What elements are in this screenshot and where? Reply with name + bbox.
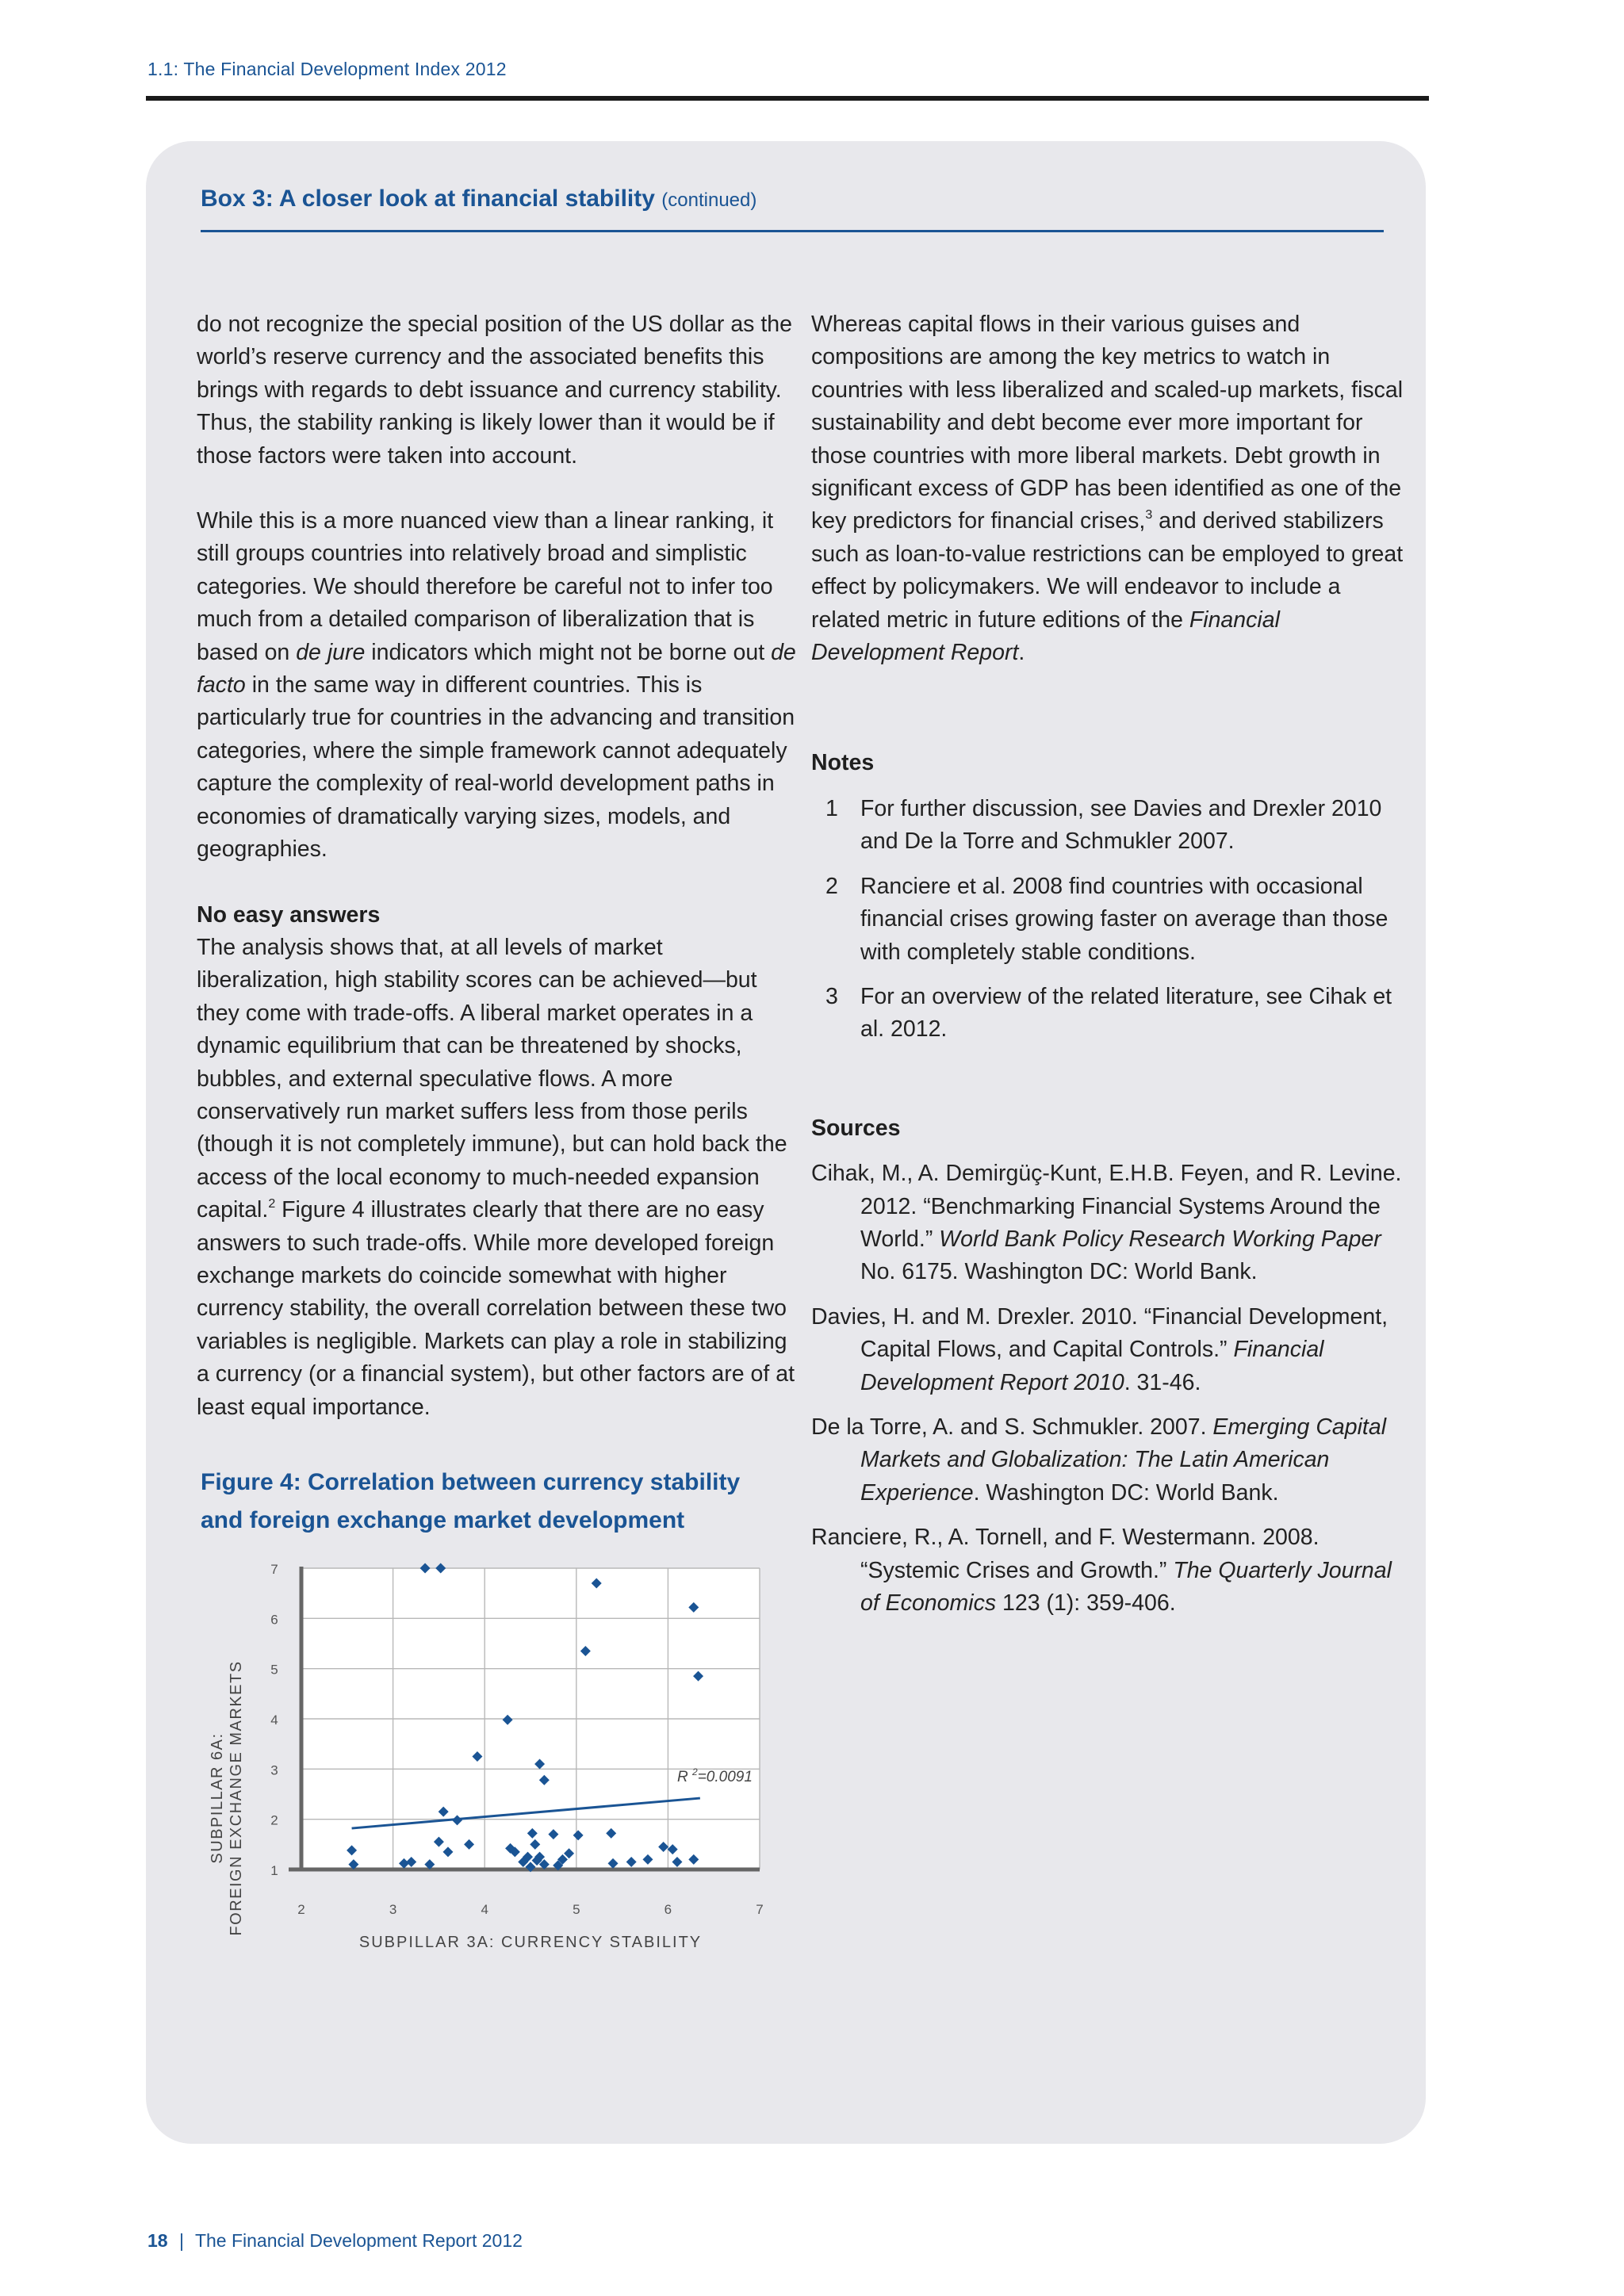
x-axis-label: SUBPILLAR 3A: CURRENCY STABILITY <box>358 1934 703 1951</box>
figure-title <box>201 1464 803 1540</box>
scatter-chart <box>190 1546 777 1966</box>
notes-heading: Notes <box>811 750 875 776</box>
x-tick-label: 5 <box>573 1902 580 1917</box>
source-item <box>811 1411 1414 1510</box>
figure-title-line-1: Figure 4: Correlation between currency stability <box>201 1469 741 1495</box>
left-paragraph-3 <box>197 932 799 1424</box>
source-text: No. 6175. Washington DC: World Bank. <box>860 1259 1258 1285</box>
source-text: . Washington DC: World Bank. <box>973 1479 1279 1506</box>
y-tick-label: 1 <box>270 1863 278 1878</box>
note-item <box>811 981 1414 1047</box>
y-tick-label: 6 <box>270 1612 278 1628</box>
footer-title: The Financial Development Report 2012 <box>194 2230 523 2251</box>
x-tick-label: 2 <box>297 1902 305 1917</box>
note-item <box>811 871 1414 969</box>
box-title-rule <box>201 230 1384 232</box>
footer-separator: | <box>178 2230 184 2251</box>
y-axis-label-line-1: SUBPILLAR 6A: <box>209 1732 226 1864</box>
y-axis-label-line-2: FOREIGN EXCHANGE MARKETS <box>228 1660 245 1936</box>
note-number: 1 <box>825 795 838 821</box>
note-number: 2 <box>825 873 838 899</box>
source-text: . 31-46. <box>1124 1369 1201 1395</box>
p3-text-b: Figure 4 illustrates clearly that there are no easy answers to such trade-offs. While more developed foreign exchange markets do coincide somewhat with higher currency stability, the overall correlation between these two variables is negligible. Markets can play a role in stabilizing a currency (or a financial system), but other factors are of at least equal importance. <box>197 1197 795 1420</box>
r1-text-b: and derived stabilizers such as loan-to-value restrictions can be employed to great effect by policymakers. We will endeavor to include a related metric in future editions of the <box>811 508 1404 633</box>
source-text: Cihak, M., A. Demirgüç-Kunt, E.H.B. Feyen, and R. Levine. 2012. “Benchmarking Financial Systems Around the World.” <box>811 1161 1402 1252</box>
y-tick-label: 3 <box>270 1762 278 1778</box>
source-title: World Bank Policy Research Working Paper <box>939 1226 1381 1252</box>
note-text: For further discussion, see Davies and Drexler 2010 and De la Torre and Schmukler 2007. <box>860 795 1382 855</box>
sources-heading: Sources <box>811 1115 901 1141</box>
notes-list <box>811 793 1414 1047</box>
p3-text-a: The analysis shows that, at all levels of market liberalization, high stability scores can be achieved—but they come with trade-offs. A liberal market operates in a dynamic equilibrium that can be threatened by shocks, bubbles, and external speculative flows. A more conservatively run market suffers less from those perils (though it is not completely immune), but can hold back the access of the local economy to much-needed expansion capital. <box>197 934 787 1223</box>
p2-text-b: indicators which might not be borne out <box>365 639 772 665</box>
x-tick-label: 4 <box>481 1902 488 1917</box>
y-tick-label: 4 <box>270 1712 278 1728</box>
source-item <box>811 1301 1414 1399</box>
x-tick-label: 7 <box>756 1902 764 1917</box>
p2-text-a: While this is a more nuanced view than a linear ranking, it still groups countries into relatively broad and simplistic categories. We should therefore be careful not to infer too much from a detailed comparison of liberalization that is based on <box>197 508 774 665</box>
source-text: Ranciere, R., A. Tornell, and F. Westermann. 2008. “Systemic Crises and Growth.” <box>811 1525 1320 1583</box>
right-paragraph-1 <box>811 308 1414 669</box>
note-number: 3 <box>825 983 838 1009</box>
p2-emphasis-de-facto: de facto <box>197 639 796 698</box>
r-squared-label: R $^2$=0.0091 <box>677 1766 753 1786</box>
page-footer <box>147 2230 523 2252</box>
source-text: Davies, H. and M. Drexler. 2010. “Financial Development, Capital Flows, and Capital Controls.” <box>811 1303 1388 1363</box>
y-tick-label: 5 <box>270 1662 278 1678</box>
left-paragraph-2 <box>197 505 799 866</box>
r1-text-c: . <box>1018 640 1025 666</box>
x-tick-label: 3 <box>389 1902 397 1917</box>
note-item <box>811 793 1414 859</box>
footnote-ref-2: 2 <box>268 1197 276 1211</box>
source-item <box>811 1521 1414 1620</box>
y-tick-label: 7 <box>270 1562 278 1577</box>
subhead-no-easy-answers: No easy answers <box>197 901 381 928</box>
source-title: The Quarterly Journal of Economics <box>860 1557 1392 1616</box>
box-title-continued: (continued) <box>661 189 757 211</box>
box-title-text: Box 3: A closer look at financial stability <box>201 186 655 212</box>
y-tick-label: 2 <box>270 1812 278 1828</box>
top-rule <box>146 96 1429 101</box>
r1-text-a: Whereas capital flows in their various guises and compositions are among the key metrics to watch in countries with less liberalized and scaled-up markets, fiscal sustainability and debt become ever more important for those countries with more liberal markets. Debt growth in significant excess of GDP has been identified as one of the key predictors for financial crises, <box>811 312 1404 534</box>
note-text: For an overview of the related literature, see Cihak et al. 2012. <box>860 983 1392 1043</box>
left-paragraph-1: do not recognize the special position of the US dollar as the world’s reserve currency and the associated benefits this brings with regards to debt issuance and currency stability. Thus, the stability ranking is likely lower than it would be if those factors were taken into account. <box>197 312 792 469</box>
box-title <box>201 186 756 212</box>
figure-title-line-2: and foreign exchange market development <box>201 1507 685 1533</box>
r1-emphasis-report: Financial Development Report <box>811 607 1280 666</box>
source-text: De la Torre, A. and S. Schmukler. 2007. <box>811 1414 1213 1440</box>
note-text: Ranciere et al. 2008 find countries with occasional financial crises growing faster on average than those with completely stable conditions. <box>860 873 1388 965</box>
x-tick-label: 6 <box>664 1902 672 1917</box>
page-number: 18 <box>147 2230 168 2251</box>
source-title: Emerging Capital Markets and Globalization: The Latin American Experience <box>860 1414 1387 1506</box>
sources-list <box>811 1158 1414 1620</box>
source-item <box>811 1158 1414 1289</box>
source-text: 123 (1): 359-406. <box>996 1590 1176 1616</box>
running-head: 1.1: The Financial Development Index 2012 <box>147 59 507 79</box>
right-column <box>811 308 1414 1632</box>
p2-emphasis-de-jure: de jure <box>296 639 366 665</box>
left-column <box>197 308 799 1424</box>
source-title: Financial Development Report 2010 <box>860 1337 1324 1395</box>
p2-text-c: in the same way in different countries. This is particularly true for countries in the advancing and transition categories, where the simple framework cannot adequately capture the complexity of real-world development paths in economies of dramatically varying sizes, models, and geographies. <box>197 672 795 863</box>
footnote-ref-3: 3 <box>1145 508 1153 522</box>
